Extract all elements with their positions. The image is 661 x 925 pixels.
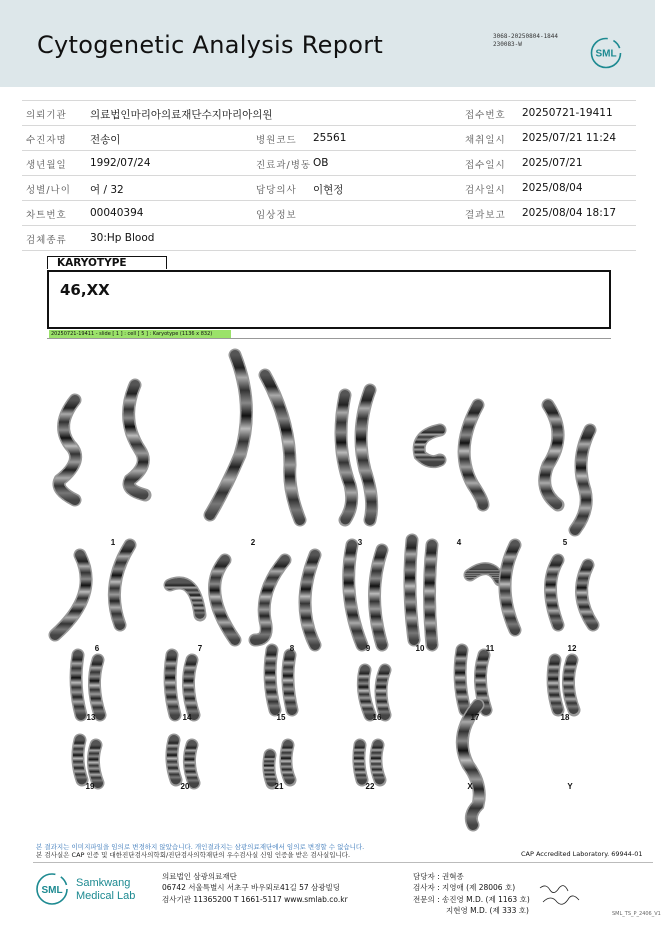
sml-logo-text: SML — [595, 48, 617, 60]
info-label: 접수번호 — [465, 110, 506, 121]
signatures — [535, 880, 585, 914]
chromosome — [376, 745, 380, 780]
chromosome-label: 17 — [470, 713, 480, 722]
chromosome-label: 15 — [276, 713, 286, 722]
chromosome — [462, 705, 479, 825]
chromosome-label: 11 — [485, 644, 495, 653]
info-value: 20250721-19411 — [522, 107, 613, 119]
info-value: 30:Hp Blood — [90, 232, 155, 244]
chromosome — [460, 650, 465, 710]
staff-line-3: 전문의 : 송진영 M.D. (제 1163 호) — [413, 894, 530, 904]
staff-line-1: 담당자 : 권혁종 — [413, 872, 464, 881]
chromosome — [269, 755, 272, 783]
chromosome-label: 16 — [372, 713, 382, 722]
footer-divider — [33, 862, 653, 863]
chromosome — [78, 740, 82, 780]
info-value: 2025/07/21 11:24 — [522, 132, 617, 144]
karyotype-result: 46,XX — [60, 281, 110, 299]
chromosome-label: 20 — [180, 782, 190, 791]
info-label: 검사일시 — [465, 185, 506, 196]
info-label: 채취일시 — [465, 135, 506, 146]
chromosome — [359, 745, 362, 780]
document-id-line-2: 230083-W — [493, 41, 522, 48]
chromosome — [288, 655, 292, 710]
address-line-3: 검사기관 11365200 T 1661-5117 www.smlab.co.kr — [162, 894, 348, 904]
karyotype-result-box — [47, 270, 611, 329]
chromosome — [188, 660, 194, 715]
info-label: 수진자명 — [26, 135, 67, 146]
chromosome — [94, 660, 100, 715]
chromosome — [505, 545, 515, 630]
chromosome — [93, 745, 98, 783]
staff-line-2: 검사자 : 지영애 (제 28006 호) — [413, 883, 516, 893]
info-label: 진료과/병동 — [256, 160, 312, 171]
info-value: 2025/08/04 18:17 — [522, 207, 617, 219]
info-label: 임상정보 — [256, 210, 297, 221]
chromosome — [568, 660, 574, 710]
info-label: 의뢰기관 — [26, 110, 67, 121]
karyogram-image — [0, 345, 655, 815]
patient-info-table — [22, 100, 636, 251]
document-id-line-1: 3068-20250804-1844 — [493, 33, 559, 40]
logo-name-1: Samkwang — [76, 877, 131, 889]
chromosome — [419, 430, 440, 462]
info-value: 1992/07/24 — [90, 157, 151, 169]
chromosome-label: 5 — [562, 538, 568, 547]
chromosome-label: 21 — [274, 782, 284, 791]
svg-text:SML: SML — [41, 885, 63, 896]
info-row — [22, 176, 636, 201]
chromosome — [553, 660, 558, 710]
info-row — [22, 126, 636, 151]
footer-note-blue: 본 결과지는 이미지파일을 임의로 변경하지 않았습니다. 개인결과지는 삼광의료재단에서 임의로 변경할 수 없습니다. — [36, 843, 365, 851]
chromosome-label: 9 — [365, 644, 371, 653]
info-value: 2025/08/04 — [522, 182, 583, 194]
chromosome — [305, 555, 315, 645]
info-row — [22, 151, 636, 176]
info-label: 검체종류 — [26, 235, 67, 246]
chromosome-label: 2 — [250, 538, 256, 547]
lab-address — [162, 871, 348, 905]
chromosome — [129, 385, 145, 495]
chromosome — [172, 740, 176, 780]
info-row — [22, 226, 636, 251]
info-row — [22, 100, 636, 126]
info-label: 생년월일 — [26, 160, 67, 171]
chromosome-label: 19 — [85, 782, 95, 791]
footer-note-accreditation: 본 검사실은 CAP 인증 및 대한진단검사의학회/진단검사의학재단의 우수검사실 신임 인증을 받은 검사실입니다. — [36, 851, 351, 859]
chromosome — [170, 583, 200, 615]
chromosome-label: 22 — [365, 782, 375, 791]
chromosome — [189, 745, 194, 783]
chromosome — [286, 745, 290, 780]
chromosome-label: 6 — [94, 644, 100, 653]
address-line-1: 의료법인 삼광의료재단 — [162, 872, 237, 881]
karyotype-tab-label: KARYOTYPE — [47, 256, 167, 269]
info-label: 차트번호 — [26, 210, 67, 221]
info-value: 00040394 — [90, 207, 144, 219]
staff-line-4: 지현영 M.D. (제 333 호) — [446, 905, 529, 915]
chromosome-label: 1 — [110, 538, 116, 547]
info-value: OB — [313, 157, 329, 169]
info-value: 의료법인마리아의료재단수지마리아의원 — [90, 109, 273, 121]
info-value: 여 / 32 — [90, 184, 124, 196]
chromosome-label: 8 — [289, 644, 295, 653]
chromosome-label: 14 — [182, 713, 192, 722]
chromosome-label: Y — [567, 782, 573, 791]
chromosome — [464, 405, 483, 505]
chromosome-label: 12 — [567, 644, 577, 653]
info-value: 전송이 — [90, 134, 121, 146]
chromosome-label: 7 — [197, 644, 203, 653]
cap-accreditation: CAP Accredited Laboratory. 69944-01 — [521, 850, 643, 858]
chromosome-label: 4 — [456, 538, 462, 547]
chromosome — [410, 540, 414, 640]
info-value: 이현정 — [313, 184, 344, 196]
sml-logo — [590, 37, 622, 69]
info-row — [22, 201, 636, 226]
chromosome-label: 10 — [415, 644, 425, 653]
divider — [47, 338, 611, 339]
chromosome — [210, 355, 246, 515]
staff-list — [413, 871, 530, 916]
info-value: 25561 — [313, 132, 347, 144]
chromosome — [430, 545, 433, 645]
chromosome-label: 18 — [560, 713, 570, 722]
info-label: 접수일시 — [465, 160, 506, 171]
info-value: 2025/07/21 — [522, 157, 583, 169]
page-title: Cytogenetic Analysis Report — [37, 31, 384, 59]
chromosome-label: 13 — [86, 713, 96, 722]
info-label: 결과보고 — [465, 210, 506, 221]
chromosome — [381, 670, 385, 715]
karyogram-caption: 20250721-19411 - slide [ 1 ] : cell [ 5 ] : Karyotype (1136 x 832) — [49, 330, 231, 338]
logo-name-2: Medical Lab — [76, 890, 136, 902]
chromosome — [270, 650, 275, 710]
chromosome — [170, 655, 175, 715]
info-label: 담당의사 — [256, 185, 297, 196]
info-label: 병원코드 — [256, 135, 297, 146]
form-code: SML_TS_P_2406_V1 — [612, 911, 661, 917]
address-line-2: 06742 서울특별시 서초구 바우뫼로41길 57 삼광빌딩 — [162, 883, 341, 893]
chromosome-label: X — [467, 782, 473, 791]
document-id — [493, 33, 558, 49]
chromosome — [76, 655, 81, 715]
chromosome-label: 3 — [357, 538, 363, 547]
samkwang-logo — [34, 870, 164, 908]
info-label: 성별/나이 — [26, 185, 71, 196]
